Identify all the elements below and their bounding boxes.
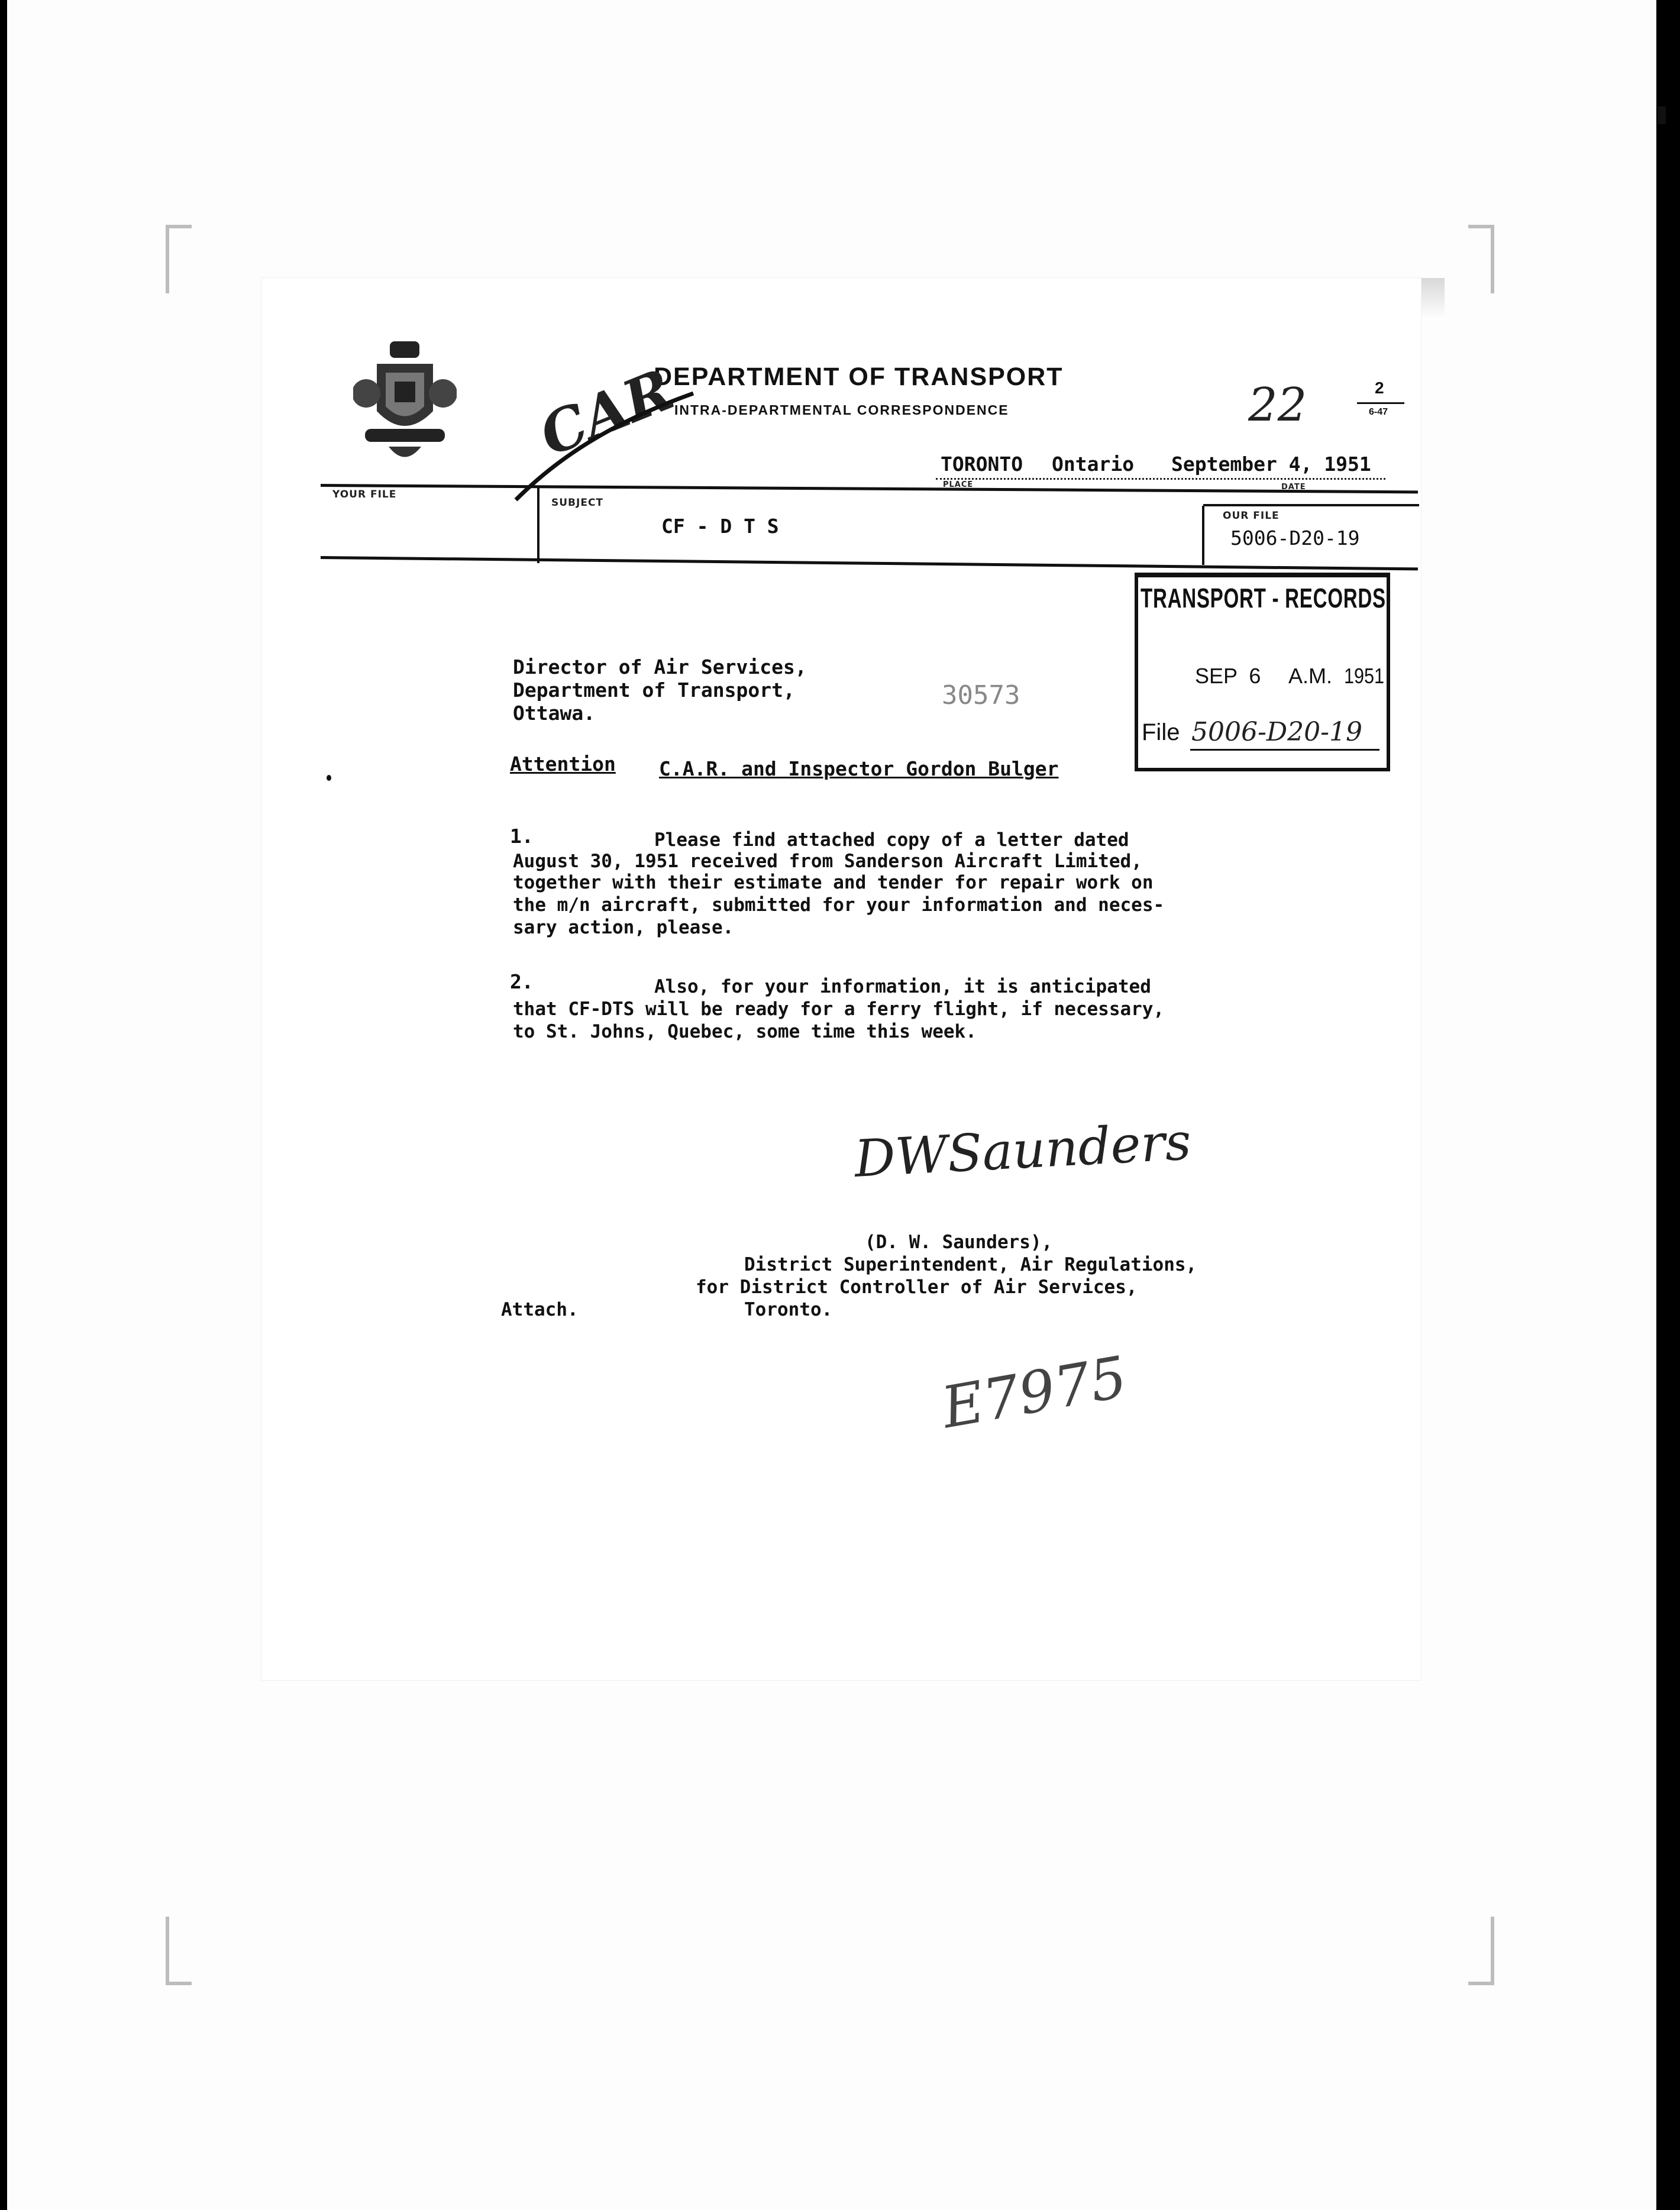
paragraph-1-number: 1.	[510, 825, 534, 848]
paragraph-1-line-2: August 30, 1951 received from Sanderson Aircraft Limited,	[513, 851, 1142, 872]
handwritten-number: 22	[1248, 379, 1307, 432]
stamp-file-label: File	[1142, 719, 1180, 745]
records-stamp	[1135, 573, 1390, 771]
subject-left-divider	[537, 486, 539, 563]
scan-speck	[1658, 106, 1666, 124]
stamp-file-underline	[1190, 749, 1379, 751]
place-province: Ontario	[1052, 453, 1135, 476]
paragraph-1-line-4: the m/n aircraft, submitted for your information and neces-	[513, 894, 1165, 916]
handwritten-code: E7975	[937, 1343, 1132, 1442]
place-city: TORONTO	[941, 453, 1023, 476]
crop-mark-bottom-right	[1468, 1917, 1494, 1985]
paragraph-2-number: 2.	[510, 970, 534, 993]
paragraph-1-line-1: Please find attached copy of a letter dated	[654, 829, 1129, 851]
paragraph-2-line-3: to St. Johns, Quebec, some time this week.	[513, 1021, 977, 1042]
our-file-left-divider	[1202, 506, 1204, 565]
attachment-note: Attach.	[501, 1299, 579, 1320]
paragraph-2-line-1: Also, for your information, it is anticipated	[654, 976, 1151, 997]
place-date-dotted-line	[936, 478, 1385, 480]
date-label: DATE	[1281, 483, 1306, 492]
subject-label: SUBJECT	[551, 497, 604, 509]
scan-frame	[7, 0, 1656, 2210]
paragraph-2-line-2: that CF-DTS will be ready for a ferry flight, if necessary,	[513, 999, 1165, 1020]
crop-mark-top-right	[1468, 225, 1494, 293]
stamp-title: TRANSPORT - RECORDS	[1141, 583, 1386, 613]
paragraph-1-line-3: together with their estimate and tender for repair work on	[513, 872, 1154, 893]
our-file-top-rule	[1203, 504, 1419, 506]
date-value: September 4, 1951	[1171, 453, 1371, 476]
scan-speck	[327, 775, 331, 781]
handwritten-routing-mark: CAR	[531, 356, 683, 469]
addressee-line-2: Department of Transport,	[513, 678, 795, 702]
attention-label: Attention	[510, 752, 616, 776]
place-label: PLACE	[943, 480, 974, 489]
department-subtitle: INTRA-DEPARTMENTAL CORRESPONDENCE	[674, 402, 1009, 418]
form-code: 6-47	[1369, 407, 1388, 417]
addressee-line-3: Ottawa.	[513, 702, 596, 725]
your-file-label: YOUR FILE	[332, 489, 397, 500]
signature: DWSaunders	[853, 1112, 1193, 1189]
signatory-title-line-3: Toronto.	[744, 1299, 833, 1320]
crop-mark-top-left	[166, 225, 192, 293]
our-file-label: OUR FILE	[1223, 510, 1280, 522]
attention-value: C.A.R. and Inspector Gordon Bulger	[659, 757, 1059, 780]
stamp-file-value: 5006-D20-19	[1191, 717, 1362, 747]
signatory-title-line-1: District Superintendent, Air Regulations,	[744, 1254, 1197, 1275]
signatory-title-line-2: for District Controller of Air Services,	[696, 1277, 1138, 1298]
form-number: 2	[1375, 379, 1384, 397]
our-file-value: 5006-D20-19	[1230, 526, 1360, 550]
crop-mark-bottom-left	[166, 1917, 192, 1985]
department-title: DEPARTMENT OF TRANSPORT	[654, 363, 1064, 391]
coat-of-arms-emblem	[353, 340, 457, 473]
subject-value: CF - D T S	[661, 515, 779, 538]
stamp-year: 1951	[1344, 664, 1385, 688]
reference-number: 30573	[942, 680, 1020, 710]
form-number-rule	[1357, 402, 1404, 404]
addressee-line-1: Director of Air Services,	[513, 655, 807, 678]
stamp-time-of-day: A.M.	[1288, 664, 1333, 688]
stamp-month-day: SEP 6	[1195, 664, 1261, 688]
signatory-name: (D. W. Saunders),	[865, 1232, 1053, 1253]
paragraph-1-line-5: sary action, please.	[513, 917, 734, 938]
